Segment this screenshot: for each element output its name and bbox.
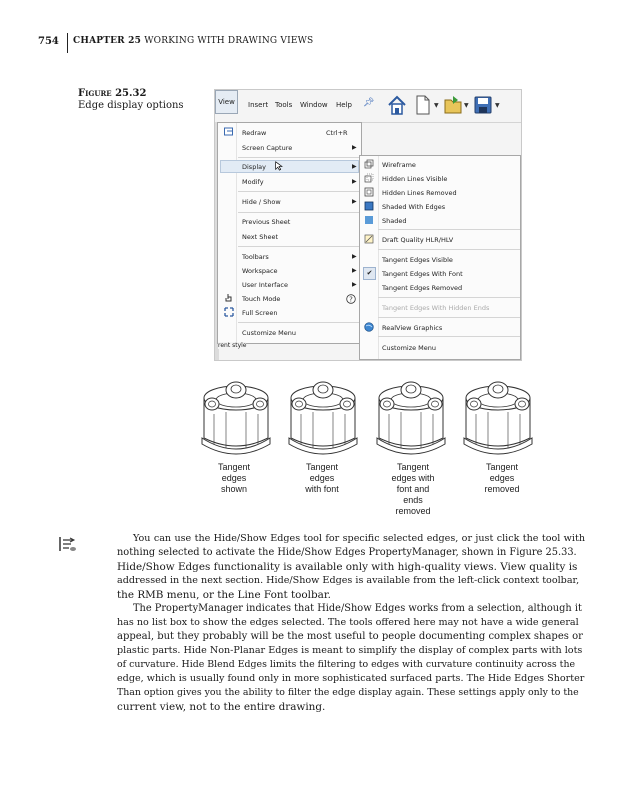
menu-separator [238, 157, 360, 158]
text-line: appeal, but they probably will be the most useful to people documenting complex shapes or [117, 631, 583, 642]
page-number: 754 [38, 36, 59, 47]
redraw-shortcut: Ctrl+R [326, 129, 348, 137]
submenu-item-realview-graphics[interactable]: RealView Graphics [382, 324, 443, 332]
checkmark-icon: ✔ [363, 267, 376, 280]
wireframe-icon [364, 159, 374, 169]
menu-bar [215, 90, 521, 123]
text-line: The PropertyManager indicates that Hide/Show Edges works from a selection, although it [133, 603, 582, 614]
menu-separator [238, 191, 360, 192]
text-line: nothing selected to activate the Hide/Show Edges PropertyManager, shown in Figure 25.33. [117, 547, 577, 558]
status-fragment: rent style [218, 342, 247, 349]
part-tangent-edges-shown [202, 382, 270, 454]
menu-item-modify[interactable]: Modify [242, 178, 264, 186]
menu-highlight [220, 160, 359, 173]
touch-hand-icon [224, 293, 234, 303]
text-line: plastic parts. Hide Non-Planar Edges is meant to simplify the display of complex parts with lots [117, 645, 583, 656]
menu-insert[interactable]: Insert [248, 101, 269, 109]
text-line: addressed in the next section. Hide/Show Edges is available from the left-click context toolbar, [117, 575, 580, 586]
paragraph-1 [117, 532, 585, 602]
menu-separator [378, 249, 520, 250]
menu-separator [238, 322, 360, 323]
open-dropdown-icon[interactable]: ▼ [464, 102, 469, 109]
submenu-arrow-icon: ▶ [352, 253, 357, 260]
caption-tangent-edges-font-ends-removed: Tangent edges with font and ends removed [391, 462, 435, 516]
part-tangent-edges-removed [464, 382, 532, 454]
menu-tools[interactable]: Tools [275, 101, 293, 109]
hidden-lines-visible-icon [364, 173, 374, 183]
text-line: Hide/Show Edges functionality is available only with high-quality views. View quality is [117, 561, 578, 573]
header-divider [67, 33, 68, 53]
new-dropdown-icon[interactable]: ▼ [434, 102, 439, 109]
menu-item-screen-capture[interactable]: Screen Capture [242, 144, 293, 152]
icon-column [236, 123, 237, 343]
text-line: the RMB menu, or the Line Font toolbar. [117, 589, 331, 601]
shaded-icon [364, 215, 374, 225]
icon-column [378, 156, 379, 359]
svg-text:?: ? [349, 295, 353, 304]
part-illustrations [196, 368, 536, 464]
menu-item-full-screen[interactable]: Full Screen [242, 309, 278, 317]
menu-item-display[interactable]: Display [242, 163, 266, 171]
text-line: of curvature. Hide Blend Edges limits the filtering to edges with curvature continuity across the [117, 659, 576, 670]
submenu-item-shaded-with-edges[interactable]: Shaded With Edges [382, 203, 446, 211]
text-line: current view, not to the entire drawing. [117, 701, 326, 713]
menu-separator [238, 246, 360, 247]
running-header [73, 36, 313, 46]
open-document-icon[interactable] [443, 94, 463, 116]
chapter-label: CHAPTER 25 [73, 36, 142, 46]
submenu-item-wireframe[interactable]: Wireframe [382, 161, 416, 169]
text-line: Than option gives you the ability to filter the edge display again. These settings apply only to the [117, 687, 579, 698]
menu-separator [378, 336, 520, 337]
submenu-arrow-icon: ▶ [352, 267, 357, 274]
menu-help[interactable]: Help [336, 101, 352, 109]
shaded-with-edges-icon [364, 201, 374, 211]
save-icon[interactable] [473, 94, 493, 116]
caption-tangent-edges-removed: Tangent edges removed [484, 462, 520, 494]
submenu-arrow-icon: ▶ [352, 144, 357, 151]
submenu-item-tangent-edges-hidden-ends: Tangent Edges With Hidden Ends [382, 304, 490, 312]
realview-globe-icon [364, 322, 374, 332]
help-icon[interactable] [346, 294, 356, 304]
draft-quality-icon [364, 234, 374, 244]
caption-tangent-edges-with-font: Tangent edges with font [305, 462, 339, 494]
home-icon[interactable] [387, 94, 407, 116]
menu-item-customize-menu[interactable]: Customize Menu [242, 329, 297, 337]
menu-view[interactable]: View [215, 90, 238, 114]
submenu-item-tangent-edges-visible[interactable]: Tangent Edges Visible [382, 256, 453, 264]
part-tangent-edges-with-font [289, 382, 357, 454]
new-document-icon[interactable] [413, 94, 433, 116]
menu-item-hide-show[interactable]: Hide / Show [242, 198, 281, 206]
submenu-arrow-icon: ▶ [352, 281, 357, 288]
submenu-item-hidden-lines-visible[interactable]: Hidden Lines Visible [382, 175, 448, 183]
submenu-arrow-icon: ▶ [352, 163, 357, 170]
chapter-title: WORKING WITH DRAWING VIEWS [144, 36, 314, 46]
submenu-item-shaded[interactable]: Shaded [382, 217, 407, 225]
hidden-lines-removed-icon [364, 187, 374, 197]
submenu-arrow-icon: ▶ [352, 198, 357, 205]
part-tangent-edges-font-ends-removed [377, 382, 445, 454]
text-line: You can use the Hide/Show Edges tool for specific selected edges, or just click the tool with [133, 533, 585, 544]
menu-separator [378, 317, 520, 318]
menu-item-next-sheet[interactable]: Next Sheet [242, 233, 279, 241]
submenu-item-customize-menu[interactable]: Customize Menu [382, 344, 437, 352]
view-menu [217, 122, 362, 344]
submenu-arrow-icon: ▶ [352, 178, 357, 185]
menu-item-user-interface[interactable]: User Interface [242, 281, 288, 289]
menu-item-previous-sheet[interactable]: Previous Sheet [242, 218, 291, 226]
submenu-item-tangent-edges-removed[interactable]: Tangent Edges Removed [382, 284, 463, 292]
pin-icon[interactable]: 📌︎ [363, 98, 375, 108]
display-submenu [359, 155, 521, 360]
submenu-item-tangent-edges-with-font[interactable]: Tangent Edges With Font [382, 270, 463, 278]
figure-caption: Edge display options [78, 100, 184, 111]
menu-item-redraw[interactable]: Redraw [242, 129, 267, 137]
menu-separator [378, 229, 520, 230]
redraw-icon [224, 127, 234, 137]
menu-separator [378, 297, 520, 298]
full-screen-icon [224, 307, 234, 317]
hide-show-edges-icon [58, 535, 78, 553]
paragraph-2 [117, 602, 585, 714]
submenu-item-hidden-lines-removed[interactable]: Hidden Lines Removed [382, 189, 457, 197]
menu-separator [238, 212, 360, 213]
figure-label: Figure 25.32 [78, 88, 147, 99]
save-dropdown-icon[interactable]: ▼ [495, 102, 500, 109]
menu-item-workspace[interactable]: Workspace [242, 267, 278, 275]
menu-item-toolbars[interactable]: Toolbars [242, 253, 269, 261]
submenu-item-draft-quality[interactable]: Draft Quality HLR/HLV [382, 236, 454, 244]
caption-tangent-edges-shown: Tangent edges shown [217, 462, 251, 494]
mouse-cursor-icon [274, 161, 284, 171]
text-line: has no list box to show the edges selected. The tools offered here may not have a wide general [117, 617, 579, 628]
menu-item-touch-mode[interactable]: Touch Mode [242, 295, 281, 303]
text-line: edge, which is usually found only in more sophisticated surfaced parts. The Hide Edges Shorter [117, 673, 585, 684]
menu-screenshot [214, 89, 522, 361]
menu-window[interactable]: Window [300, 101, 328, 109]
